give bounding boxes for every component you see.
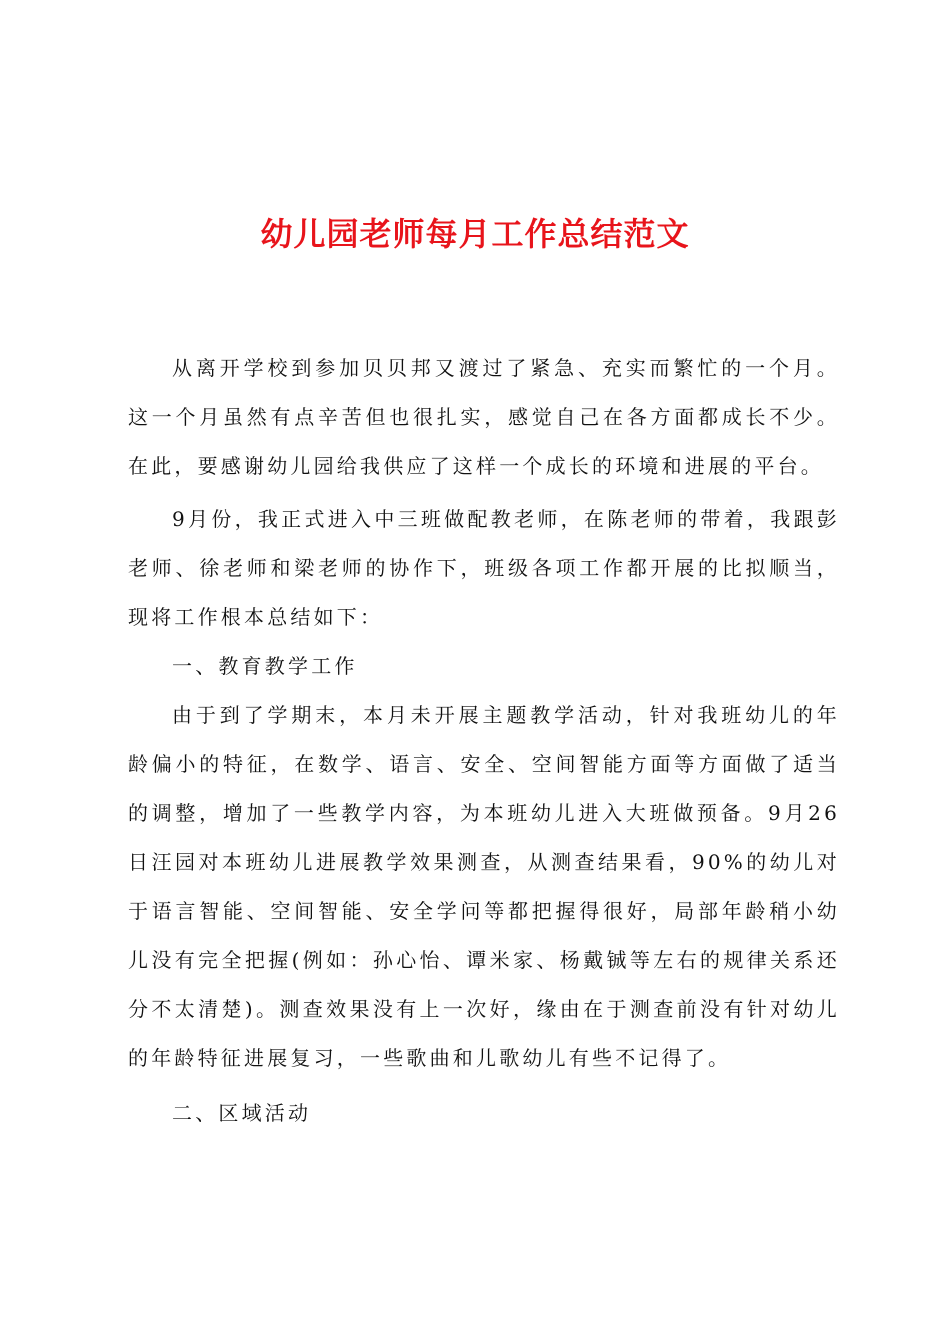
paragraph-intro: 从离开学校到参加贝贝邦又渡过了紧急、充实而繁忙的一个月。这一个月虽然有点辛苦但也很扎实，感觉自己在各方面都成长不少。在此，要感谢幼儿园给我供应了这样一个成长的环境和进展的平台。: [128, 356, 840, 478]
document-title: 幼儿园老师每月工作总结范文: [260, 215, 690, 253]
section-heading-area-activities: 二、区域活动: [172, 1101, 312, 1125]
document-body: [128, 344, 840, 1138]
paragraph-teaching: 由于到了学期末，本月未开展主题教学活动，针对我班幼儿的年龄偏小的特征，在数学、语言、安全、空间智能方面等方面做了适当的调整，增加了一些教学内容，为本班幼儿进入大班做预备。9月26日汪园对本班幼儿进展教学效果测查，从测查结果看，90%的幼儿对于语言智能、空间智能、安全学问等都把握得很好，局部年龄稍小幼儿没有完全把握(例如：孙心怡、谭米家、杨戴铖等左右的规律关系还分不太清楚)。测查效果没有上一次好，缘由在于测查前没有针对幼儿的年龄特征进展复习，一些歌曲和儿歌幼儿有些不记得了。: [128, 703, 840, 1070]
section-heading-teaching: 一、教育教学工作: [172, 654, 358, 678]
paragraph-overview: 9月份，我正式进入中三班做配教老师，在陈老师的带着，我跟彭老师、徐老师和梁老师的协作下，班级各项工作都开展的比拟顺当，现将工作根本总结如下：: [128, 507, 840, 629]
